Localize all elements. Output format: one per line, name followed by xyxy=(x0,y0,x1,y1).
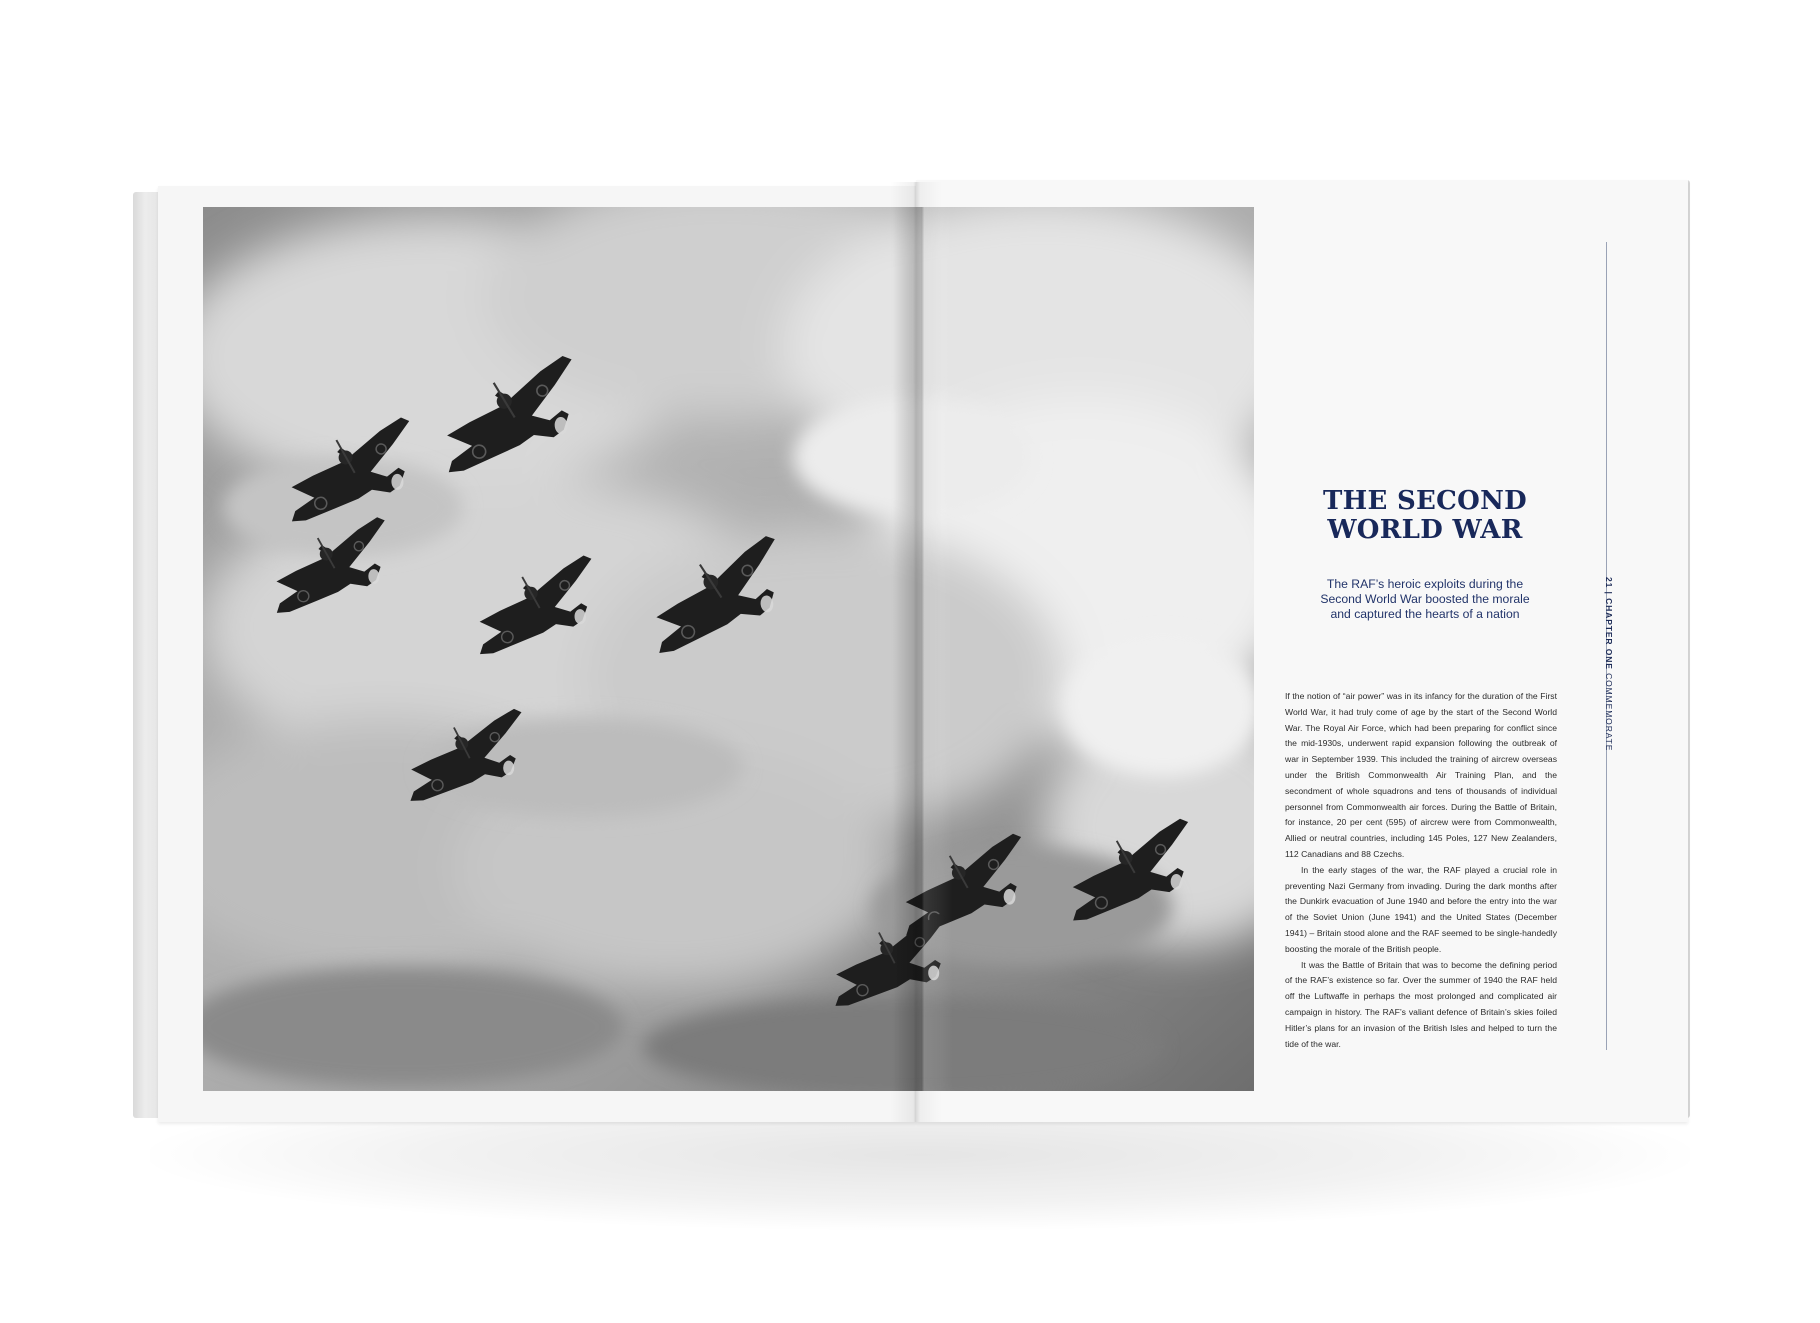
article-standfirst xyxy=(1310,577,1540,622)
title-line-2: WORLD WAR xyxy=(1327,515,1523,545)
body-paragraph: It was the Battle of Britain that was to become the defining period of the RAF’s existence so far. Over the summer of 1940 the RAF held off the Luftwaffe in perhaps the most prolonged and complicated air campaign in history. The RAF’s valiant defence of Britain’s skies foiled Hitler’s plans for an invasion of the British Isles and helped to turn the tide of the war. xyxy=(1285,959,1557,1049)
article-title xyxy=(1290,487,1560,545)
standfirst-line-1: The RAF’s heroic exploits during the xyxy=(1326,577,1524,591)
photo-spine-shade xyxy=(893,207,953,1091)
chapter-label: CHAPTER ONE xyxy=(1604,598,1614,670)
standfirst-line-2: Second World War boosted the morale xyxy=(1320,592,1530,606)
body-paragraph: In the early stages of the war, the RAF played a crucial role in preventing Nazi Germany from invading. During the dark months after the Dunkirk evacuation of June 1940 and before the entry into the war of the Soviet Union (June 1941) and the United States (December 1941) – Britain stood alone and the RAF seemed to be single-handedly boosting the morale of the British people. xyxy=(1285,864,1557,954)
standfirst-line-3: and captured the hearts of a nation xyxy=(1330,607,1520,621)
section-label: COMMEMORATE xyxy=(1604,673,1614,752)
article-body xyxy=(1285,689,1557,1052)
title-line-1: THE SECOND xyxy=(1322,486,1528,516)
running-head xyxy=(1604,577,1614,751)
aircraft-formation-photo xyxy=(203,207,1254,1091)
body-paragraph: If the notion of “air power” was in its infancy for the duration of the First World War, it had truly come of age by the start of the Second World War. The Royal Air Force, which had been preparing for conflict since the mid-1930s, underwent rapid expansion following the outbreak of war in September 1939. This included the training of aircrew overseas under the British Commonwealth Air Training Plan, and the secondment of whole squadrons and tens of thousands of individual personnel from Commonwealth air forces. During the Battle of Britain, for instance, 20 per cent (595) of aircrew were from Commonwealth, Allied or neutral countries, including 145 Poles, 127 New Zealanders, 112 Canadians and 88 Czechs. xyxy=(1285,691,1557,859)
running-head-separator: | xyxy=(1604,591,1614,595)
page-number: 21 xyxy=(1604,577,1614,589)
